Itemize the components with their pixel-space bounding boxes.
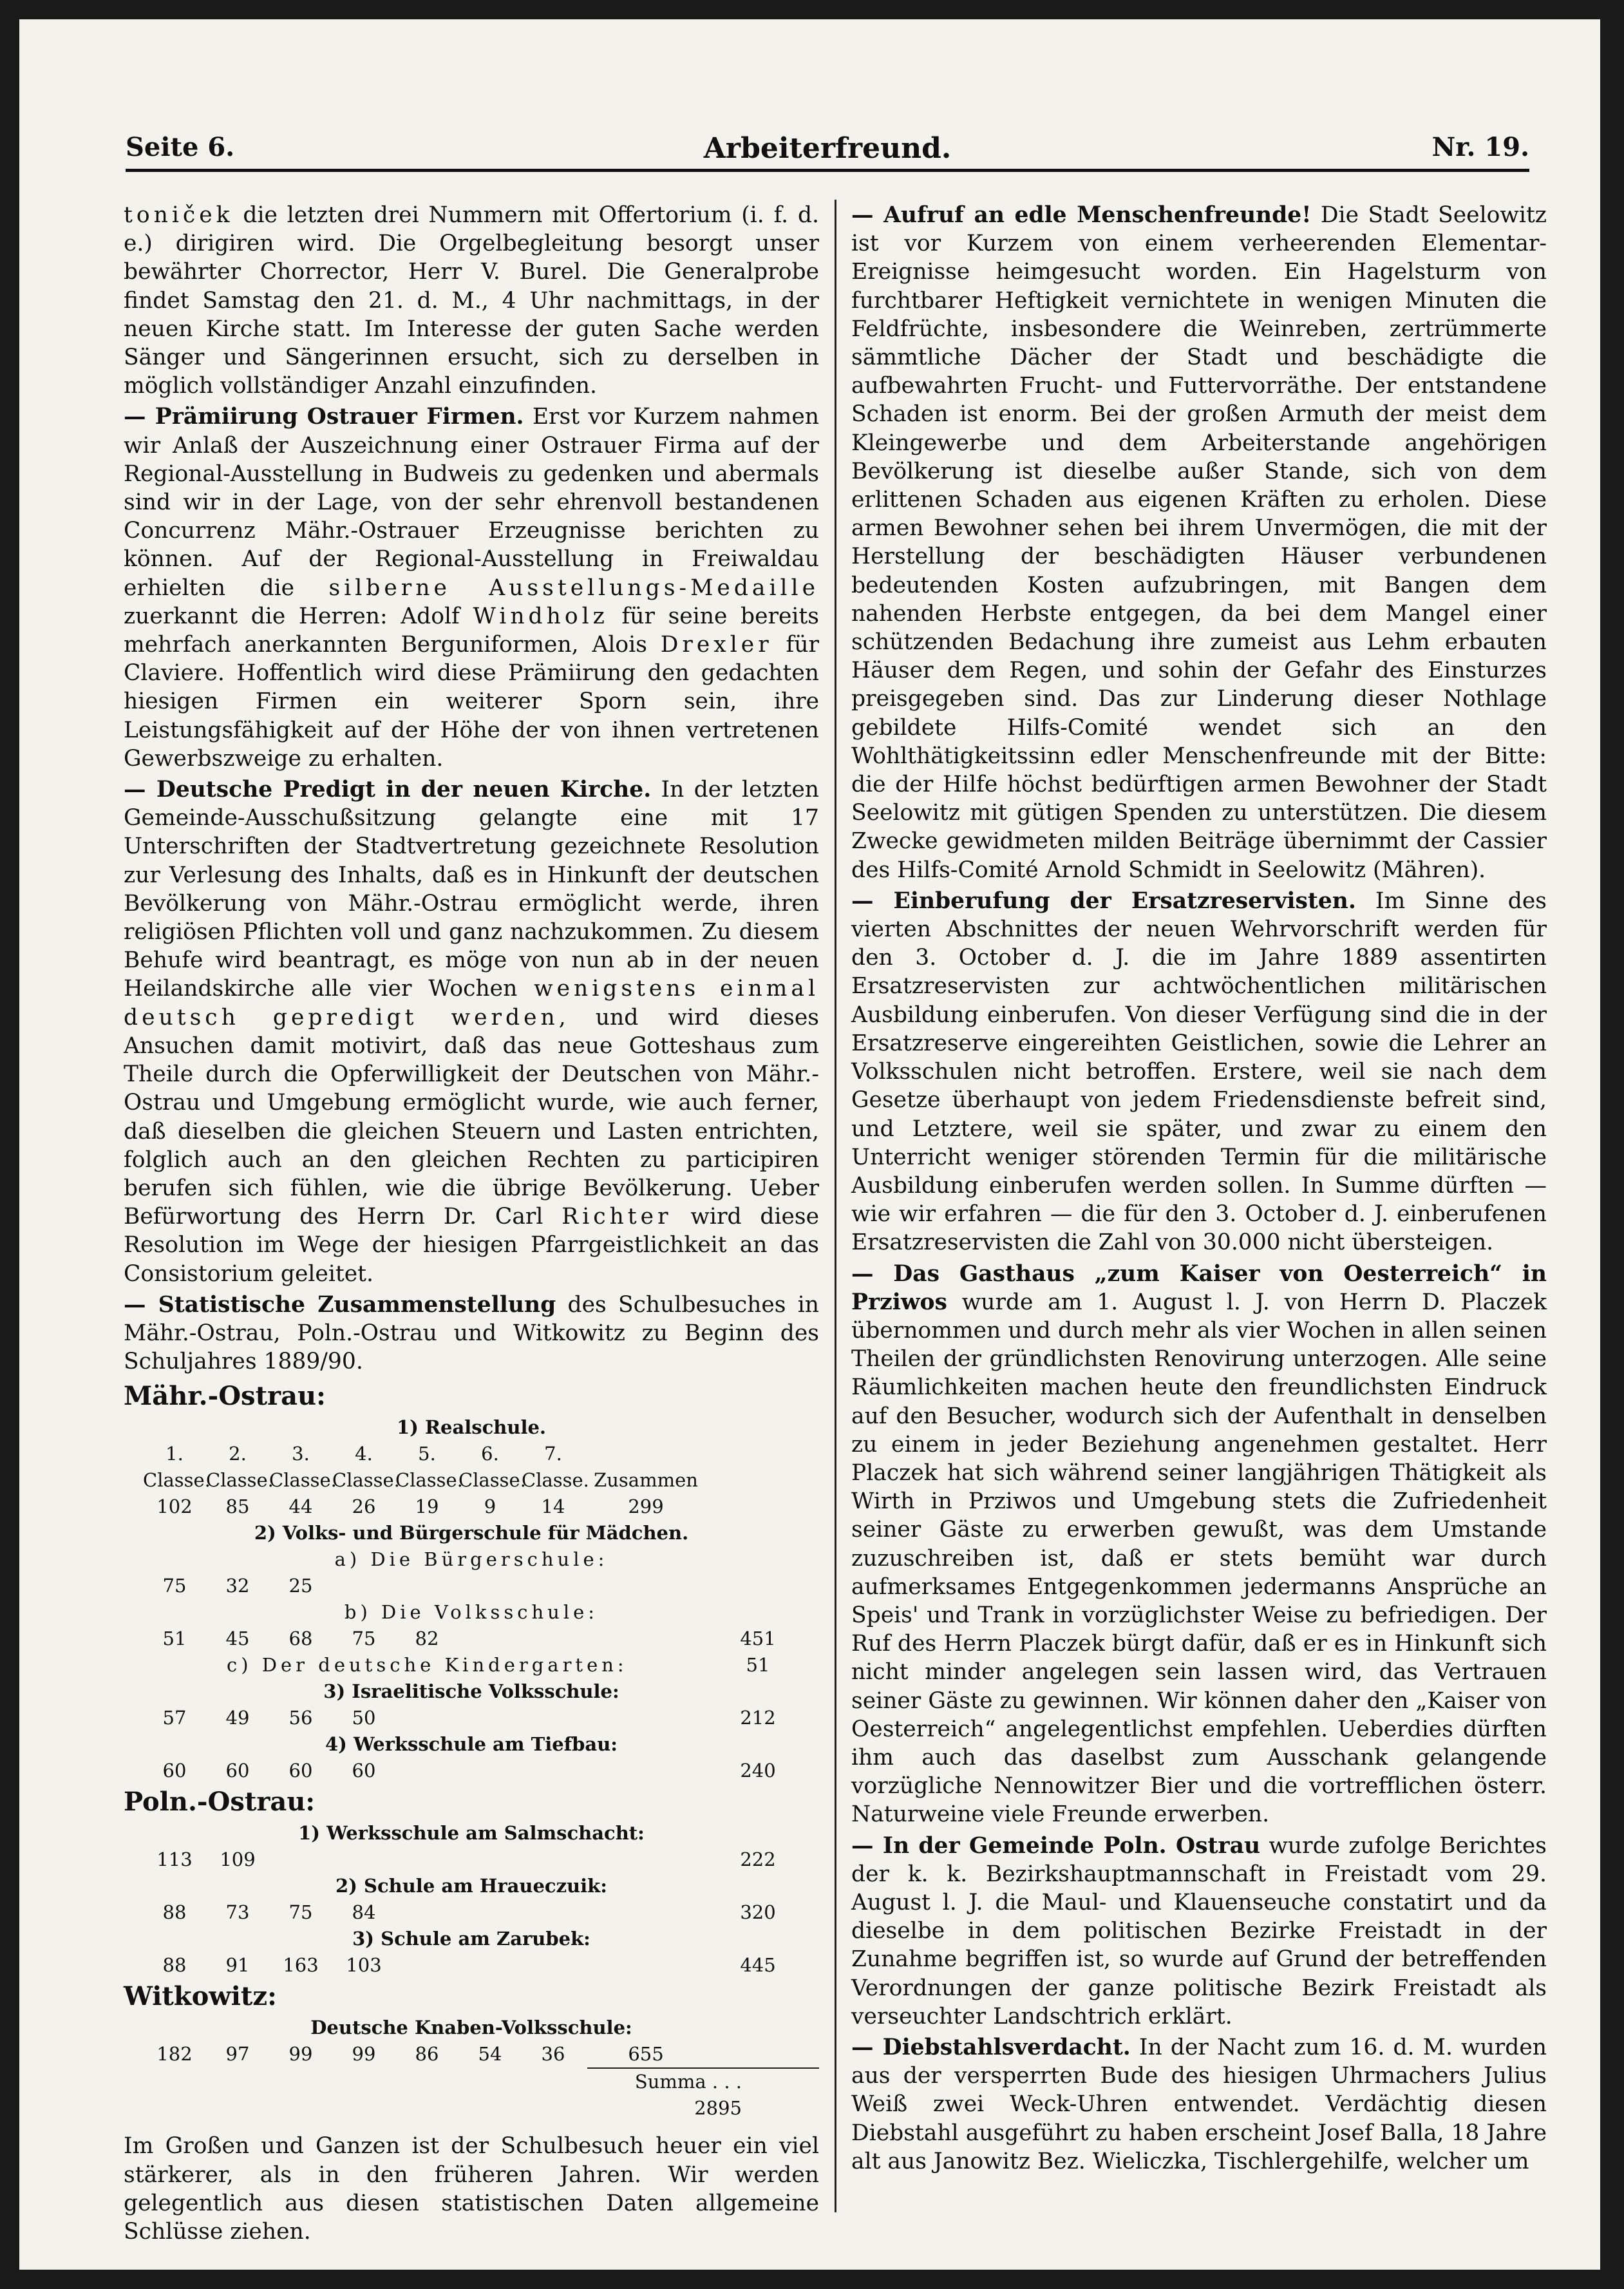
school-heading: 2) Volks- und Bürgerschule für Mädchen. [254,1522,689,1544]
class-numbers: 1. 2. 3. 4. 5. 6. 7. [165,1443,562,1465]
issue-number: Nr. 19. [1431,132,1529,162]
article-statistik-conclusion: Im Großen und Ganzen ist der Schulbesuch heuer ein viel stärkerer, als in den früheren Jahren. Wir werden gelegentlich aus diesen statistischen Daten allgemeine Schlüsse ziehen. [124,2133,819,2245]
article-ersatzreservisten: — Einberufung der Ersatzreservisten. Im Sinne des vierten Abschnittes der neuen Wehrvorschrift werden für den 3. October d. J. die im Jahre 1889 assentirten Ersatzreservisten zur achtwöchentlichen militärischen Ausbildung einberufen. Von dieser Verfügung sind die in der Ersatzreserve eingereihten Geistlichen, sowie die Lehrer an Volksschulen nicht betroffen. Erstere, weil sie nach dem Gesetze überhaupt von jedem Friedensdienste befreit sind, und Letztere, weil sie später, und zwar zu einem den Unterricht weniger störenden Termin für die militärische Ausbildung einberufen werden sollen. In Summe dürften — wie wir erfahren — die für den 3. October d. J. einberufenen Ersatzreservisten die Zahl von 30.000 nicht übersteigen. [851,888,1547,1256]
article-deutsche-predigt: — Deutsche Predigt in der neuen Kirche. In der letzten Gemeinde-Ausschußsitzung gelangte eine mit 17 Unterschriften der Stadtvertretung gezeichnete Resolution zur Verlesung des Inhalts, daß es in Hinkunft der deutschen Bevölkerung von Mähr.-Ostrau ermöglicht werde, ihren religiösen Pflichten voll und ganz nachzukommen. Zu diesem Behufe wird beantragt, es möge von nun ab in der neuen Heilandskirche alle vier Wochen wenigstens einmal deutsch gepredigt werden, und wird dieses Ansuchen damit motivirt, daß das neue Gotteshaus zum Theile durch die Opferwilligkeit der Deutschen von Mähr.-Ostrau und Umgebung ermöglicht wurde, wie auch ferner, daß dieselben die gleichen Steuern und Lasten entrichten, folglich auch an den gleichen Rechten zu participiren berufen sich fühlen, wie die übrige Bevölkerung. Ueber Befürwortung des Herrn Dr. Carl Richter wird diese Resolution im Wege der hiesigen Pfarrgeistlichkeit an das Consistorium geleitet. [124,777,820,1287]
city-heading: Mähr.-Ostrau: [124,1381,326,1412]
school-heading: Deutsche Knaben-Volksschule: [310,2017,632,2039]
stats-row: 57 49 56 50 212 [162,1707,776,1729]
school-heading: 3) Schule am Zarubek: [352,1928,590,1950]
page-number: Seite 6. [126,132,235,162]
stats-row: c) Der deutsche Kindergarten: 51 [227,1654,770,1676]
article-praemiirung: — Prämiirung Ostrauer Firmen. Erst vor Kurzem nahmen wir Anlaß der Auszeichnung einer Ostrauer Firma auf der Regional-Ausstellung in Budweis zu gedenken und abermals sind wir in der Lage, von der sehr ehrenvoll bestandenen Concurrenz Mähr.-Ostrauer Erzeugnisse berichten zu können. Auf der Regional-Ausstellung in Freiwaldau erhielten die silberne Ausstellungs-Medaille zuerkannt die Herren: Adolf Windholz für seine bereits mehrfach anerkannten Berguniformen, Alois Drexler für Claviere. Hoffentlich wird diese Prämiirung den gedachten hiesigen Firmen ein weiterer Sporn sein, ihre Leistungsfähigkeit auf der Höhe der von ihnen vertretenen Gewerbszweige zu erhalten. [124,404,820,772]
article-continuation: toniček die letzten drei Nummern mit Offertorium (i. f. d. e.) dirigiren wird. Die Orgelbegleitung besorgt unser bewährter Chorrector, Herr V. Burel. Die Generalprobe findet Samstag den 21. d. M., 4 Uhr nachmittags, in der neuen Kirche statt. Im Interesse der guten Sache werden Sänger und Sängerinnen ersucht, sich zu derselben in möglich vollständiger Anzahl einzufinden. [124,202,819,399]
school-heading: 1) Realschule. [396,1416,547,1439]
page-header [126,132,1529,171]
left-column [124,201,819,2248]
header-rule [126,169,1529,172]
school-heading: 2) Schule am Hraueczuik: [335,1875,607,1897]
right-column [851,201,1547,2178]
masthead-title: Arbeiterfreund. [703,132,952,165]
stats-row: 113 109 222 [156,1848,776,1871]
stats-row: 182 97 99 99 86 54 36 655 [156,2043,664,2066]
stats-row: 60 60 60 60 240 [162,1760,776,1782]
article-statistik: — Statistische Zusammenstellung des Schulbesuches in Mähr.-Ostrau, Poln.-Ostrau und Witkowitz zu Beginn des Schuljahres 1889/90. [124,1291,819,1375]
column-divider [835,200,836,2212]
school-heading: 4) Werksschule am Tiefbau: [325,1733,618,1756]
newspaper-page [19,19,1600,2270]
stats-row: 51 45 68 75 82 451 [162,1628,776,1650]
article-gasthaus: — Das Gasthaus „zum Kaiser von Oesterreich“ in Prziwos wurde am 1. August l. J. von Herrn D. Placzek übernommen und durch mehr als vier Wochen in allen seinen Theilen der gründlichsten Renovirung unterzogen. Alle seine Räumlichkeiten machen heute den freundlichsten Eindruck auf den Besucher, wodurch sich der Aufenthalt in denselben zu einem in jeder Beziehung angenehmen gestaltet. Herr Placzek hat sich während seiner langjährigen Thätigkeit als Wirth in Prziwos und Umgebung stets die Zufriedenheit seiner Gäste zu erwerben gewußt, was dem Umstande zuzuschreiben ist, daß er stets bemüht war durch aufmerksames Entgegenkommen jedermanns Ansprüche an Speis' und Trank in vorzüglichster Weise zu befriedigen. Der Ruf des Herrn Placzek bürgt dafür, daß er es in Hinkunft sich nicht minder angelegen sein lassen wird, das Vertrauen seiner Gäste zu gewinnen. Wir können daher den „Kaiser von Oesterreich“ angelegentlichst empfehlen. Ueberdies dürften ihm auch das daselbst zum Ausschank gelangende vorzügliche Nennowitzer Bier und die vortrefflichen österr. Naturweine viele Freunde erwerben. [851,1260,1547,1828]
school-subheading: b) Die Volksschule: [344,1601,599,1624]
city-heading: Witkowitz: [124,1981,277,2012]
school-statistics-table [124,1378,819,2122]
stats-sum: Summa . . . 2895 [587,2067,819,2122]
article-aufruf: — Aufruf an edle Menschenfreunde! Die Stadt Seelowitz ist vor Kurzem von einem verheerenden Elementar-Ereignisse heimgesucht worden. Ein Hagelsturm von furchtbarer Heftigkeit vernichtete in wenigen Minuten die Feldfrüchte, insbesondere die Weinreben, zertrümmerte sämmtliche Dächer der Stadt und beschädigte die aufbewahrten Frucht- und Futtervorräthe. Der entstandene Schaden ist enorm. Bei der großen Armuth der meist dem Kleingewerbe und dem Arbeiterstande angehörigen Bevölkerung ist dieselbe außer Stande, sich von dem erlittenen Schaden aus eigenen Kräften zu erholen. Diese armen Bewohner sehen bei ihrem Unvermögen, die mit der Herstellung der beschädigten Häuser verbundenen bedeutenden Kosten aufzubringen, mit Bangen dem nahenden Herbste entgegen, da bei dem Mangel einer schützenden Bedachung ihre zumeist aus Lehm erbauten Häuser dem Regen, und sohin der Gefahr des Einsturzes preisgegeben sind. Das zur Linderung dieser Nothlage gebildete Hilfs-Comité wendet sich an den Wohlthätigkeitssinn edler Menschenfreunde mit der Bitte: die der Hilfe höchst bedürftigen armen Bewohner der Stadt Seelowitz mit gütigen Spenden zu unterstützen. Die diesem Zwecke gewidmeten milden Beiträge übernimmt der Cassier des Hilfs-Comité Arnold Schmidt in Seelowitz (Mähren). [851,202,1547,883]
article-poln-ostrau: — In der Gemeinde Poln. Ostrau wurde zufolge Berichtes der k. k. Bezirkshauptmannschaft in Freistadt vom 29. August l. J. die Maul- und Klauenseuche constatirt und da dieselbe in dem politischen Bezirke Freistadt in der Zunahme begriffen ist, so wurde auf Grund der betreffenden Verordnungen der ganze politische Bezirk Freistadt als verseuchter Landschtrich erklärt. [851,1832,1547,2029]
school-subheading: a) Die Bürgerschule: [334,1548,609,1571]
class-labels: Classe. Classe. Classe. Classe. Classe. Classe. Classe. Zusammen [143,1469,698,1492]
stats-row: 102 85 44 26 19 9 14 299 [156,1496,664,1518]
school-heading: 1) Werksschule am Salmschacht: [298,1822,645,1845]
city-heading: Poln.-Ostrau: [124,1787,316,1818]
stats-row: 88 73 75 84 320 [162,1901,776,1924]
school-heading: 3) Israelitische Volksschule: [323,1680,619,1703]
article-diebstahl: — Diebstahlsverdacht. In der Nacht zum 16. d. M. wurden aus der versperrten Bude des hiesigen Uhrmachers Julius Weiß zwei Weck-Uhren entwendet. Verdächtig diesen Diebstahl ausgeführt zu haben erscheint Josef Balla, 18 Jahre alt aus Janowitz Bez. Wieliczka, Tischlergehilfe, welcher um [851,2035,1547,2174]
stats-row: 75 32 25 [162,1575,313,1597]
stats-row: 88 91 163 103 445 [162,1954,776,1977]
